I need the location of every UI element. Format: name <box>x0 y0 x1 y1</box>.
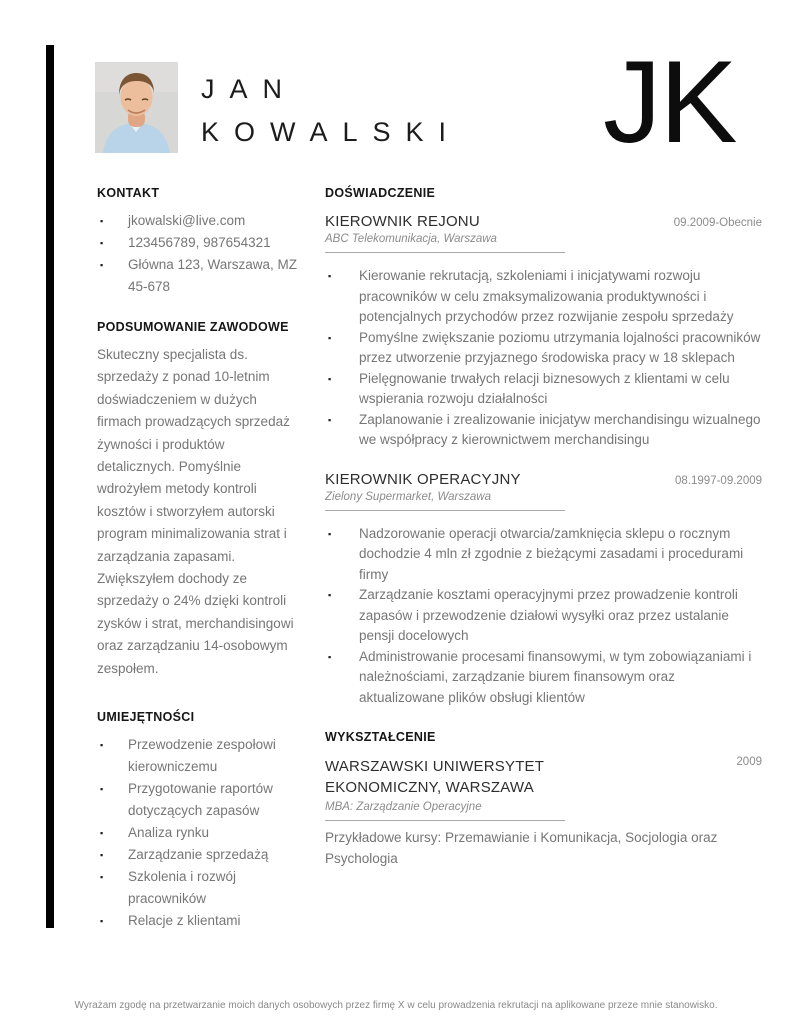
square-bullet-icon: ▪ <box>328 651 332 662</box>
portrait-image <box>95 62 178 153</box>
job-bullet <box>325 524 762 586</box>
skill-item <box>97 778 298 822</box>
skill-text: Relacje z klientami <box>128 913 241 929</box>
square-bullet-icon: ▪ <box>328 590 332 600</box>
education-school: WARSZAWSKI UNIWERSYTET EKONOMICZNY, WARSZAWA <box>325 758 544 796</box>
skill-item <box>97 844 298 866</box>
square-bullet-icon: ▪ <box>328 271 332 281</box>
education-header <box>325 756 762 798</box>
square-bullet-icon: ▪ <box>100 740 104 751</box>
job-title: KIEROWNIK OPERACYJNY <box>325 470 521 488</box>
contact-phone: 123456789, 987654321 <box>128 235 271 250</box>
monogram: JK <box>603 36 736 167</box>
contact-address: Główna 123, Warszawa, MZ 45-678 <box>128 257 298 294</box>
job-entry <box>325 471 762 709</box>
contact-email: jkowalski@live.com <box>128 213 246 228</box>
job-bullet-text: Zarządzanie kosztami operacyjnymi przez prowadzenie kontroli zapasów i przewodzenie działowi wysyłki oraz przez ustalanie pensji docelowych <box>359 587 738 643</box>
job-header <box>325 213 762 230</box>
job-bullet-list <box>325 524 762 709</box>
square-bullet-icon: ▪ <box>328 332 332 343</box>
square-bullet-icon: ▪ <box>100 850 104 861</box>
square-bullet-icon: ▪ <box>100 238 104 248</box>
square-bullet-icon: ▪ <box>100 916 104 927</box>
skill-text: Przewodzenie zespołowi kierowniczemu <box>128 737 276 775</box>
job-entry <box>325 213 762 451</box>
job-company: Zielony Supermarket, Warszawa <box>325 488 565 511</box>
name-block <box>201 68 461 154</box>
education-courses: Przykładowe kursy: Przemawianie i Komunikacja, Socjologia oraz Psychologia <box>325 830 718 866</box>
skills-section <box>97 710 298 932</box>
job-bullet <box>325 585 762 647</box>
job-bullet <box>325 647 762 709</box>
square-bullet-icon: ▪ <box>328 528 332 539</box>
job-bullet <box>325 369 762 410</box>
square-bullet-icon: ▪ <box>100 260 104 270</box>
gdpr-consent-footer: Wyrażam zgodę na przetwarzanie moich danych osobowych przez firmę X w celu prowadzenia rekrutacji na aplikowane przeze mnie stanowisko. <box>74 1000 718 1011</box>
square-bullet-icon: ▪ <box>100 828 104 839</box>
job-bullet-text: Pielęgnowanie trwałych relacji biznesowych z klientami w celu wspierania rozwoju działalności <box>359 370 730 406</box>
skill-item <box>97 910 298 932</box>
education-heading: WYKSZTAŁCENIE <box>325 730 436 744</box>
job-bullet <box>325 410 762 451</box>
job-bullet-text: Administrowanie procesami finansowymi, w tym zobowiązaniami i należnościami, zarządzanie biurem finansowym oraz aktualizowane plików obsługi klientów <box>359 648 752 705</box>
job-bullet-text: Kierowanie rekrutacją, szkoleniami i inicjatywami rozwoju pracowników w celu zmaksymalizowania produktywności i potencjalnych przychodów przez rozwijanie zespołu sprzedaży <box>359 268 734 324</box>
skill-text: Szkolenia i rozwój pracowników <box>128 869 237 907</box>
job-title: KIEROWNIK REJONU <box>325 213 480 230</box>
job-bullet <box>325 328 762 369</box>
job-header <box>325 471 762 488</box>
job-bullet-text: Pomyślne zwiększanie poziomu utrzymania lojalności pracowników przez utworzenie przyjaznego środowiska pracy w 18 sklepach <box>359 329 761 365</box>
education-degree: MBA: Zarządzanie Operacyjne <box>325 798 565 821</box>
education-section <box>325 730 762 869</box>
summary-text: Skuteczny specjalista ds. sprzedaży z ponad 10-letnim doświadczeniem w dużych firmach prowadzących sprzedaż żywności i produktów detalicznych. Pomyślnie wdrożyłem metody kontroli kosztów i stworzyłem autorski program minimalizowania strat i zarządzania zapasami. Zwiększyłem dochody ze sprzedaży o 24% dzięki kontroli zysków i strat, merchandisingowi oraz zarządzaniu 14-osobowym zespołem. <box>97 347 294 676</box>
profile-photo <box>95 62 178 153</box>
skill-text: Zarządzanie sprzedażą <box>128 847 269 863</box>
contact-item-address <box>97 254 298 298</box>
contact-heading: KONTAKT <box>97 186 160 200</box>
experience-section <box>325 186 762 708</box>
main-column <box>325 186 762 869</box>
experience-heading: DOŚWIADCZENIE <box>325 186 436 200</box>
job-company: ABC Telekomunikacja, Warszawa <box>325 230 565 253</box>
job-bullet-text: Zaplanowanie i zrealizowanie inicjatyw merchandisingu wizualnego we współpracy z kierownictwem merchandisingu <box>359 411 761 447</box>
square-bullet-icon: ▪ <box>100 872 104 883</box>
last-name: KOWALSKI <box>201 117 462 147</box>
square-bullet-icon: ▪ <box>328 373 332 384</box>
square-bullet-icon: ▪ <box>100 216 104 226</box>
first-name: JAN <box>201 74 298 104</box>
left-accent-bar <box>46 45 54 928</box>
summary-section <box>97 320 298 680</box>
sidebar-column <box>97 186 298 932</box>
skill-text: Analiza rynku <box>128 825 210 841</box>
job-dates: 08.1997-09.2009 <box>675 474 762 487</box>
summary-heading: PODSUMOWANIE ZAWODOWE <box>97 320 289 334</box>
contact-item-phone <box>97 232 298 254</box>
job-dates: 09.2009-Obecnie <box>673 217 762 229</box>
contact-item-email <box>97 210 298 232</box>
skills-heading: UMIEJĘTNOŚCI <box>97 710 195 725</box>
skill-item <box>97 866 298 910</box>
skill-item <box>97 822 298 844</box>
skill-item <box>97 734 298 778</box>
square-bullet-icon: ▪ <box>100 784 104 795</box>
job-bullet <box>325 266 762 328</box>
job-bullet-text: Nadzorowanie operacji otwarcia/zamknięcia sklepu o rocznym dochodzie 4 mln zł zgodnie z bieżącymi zasadami i procedurami firmy <box>359 525 744 582</box>
job-bullet-list <box>325 266 762 451</box>
education-year: 2009 <box>736 756 762 768</box>
skills-list <box>97 734 298 932</box>
contact-list <box>97 210 298 298</box>
skill-text: Przygotowanie raportów dotyczących zapasów <box>128 781 273 819</box>
contact-section <box>97 186 298 298</box>
square-bullet-icon: ▪ <box>328 414 332 425</box>
